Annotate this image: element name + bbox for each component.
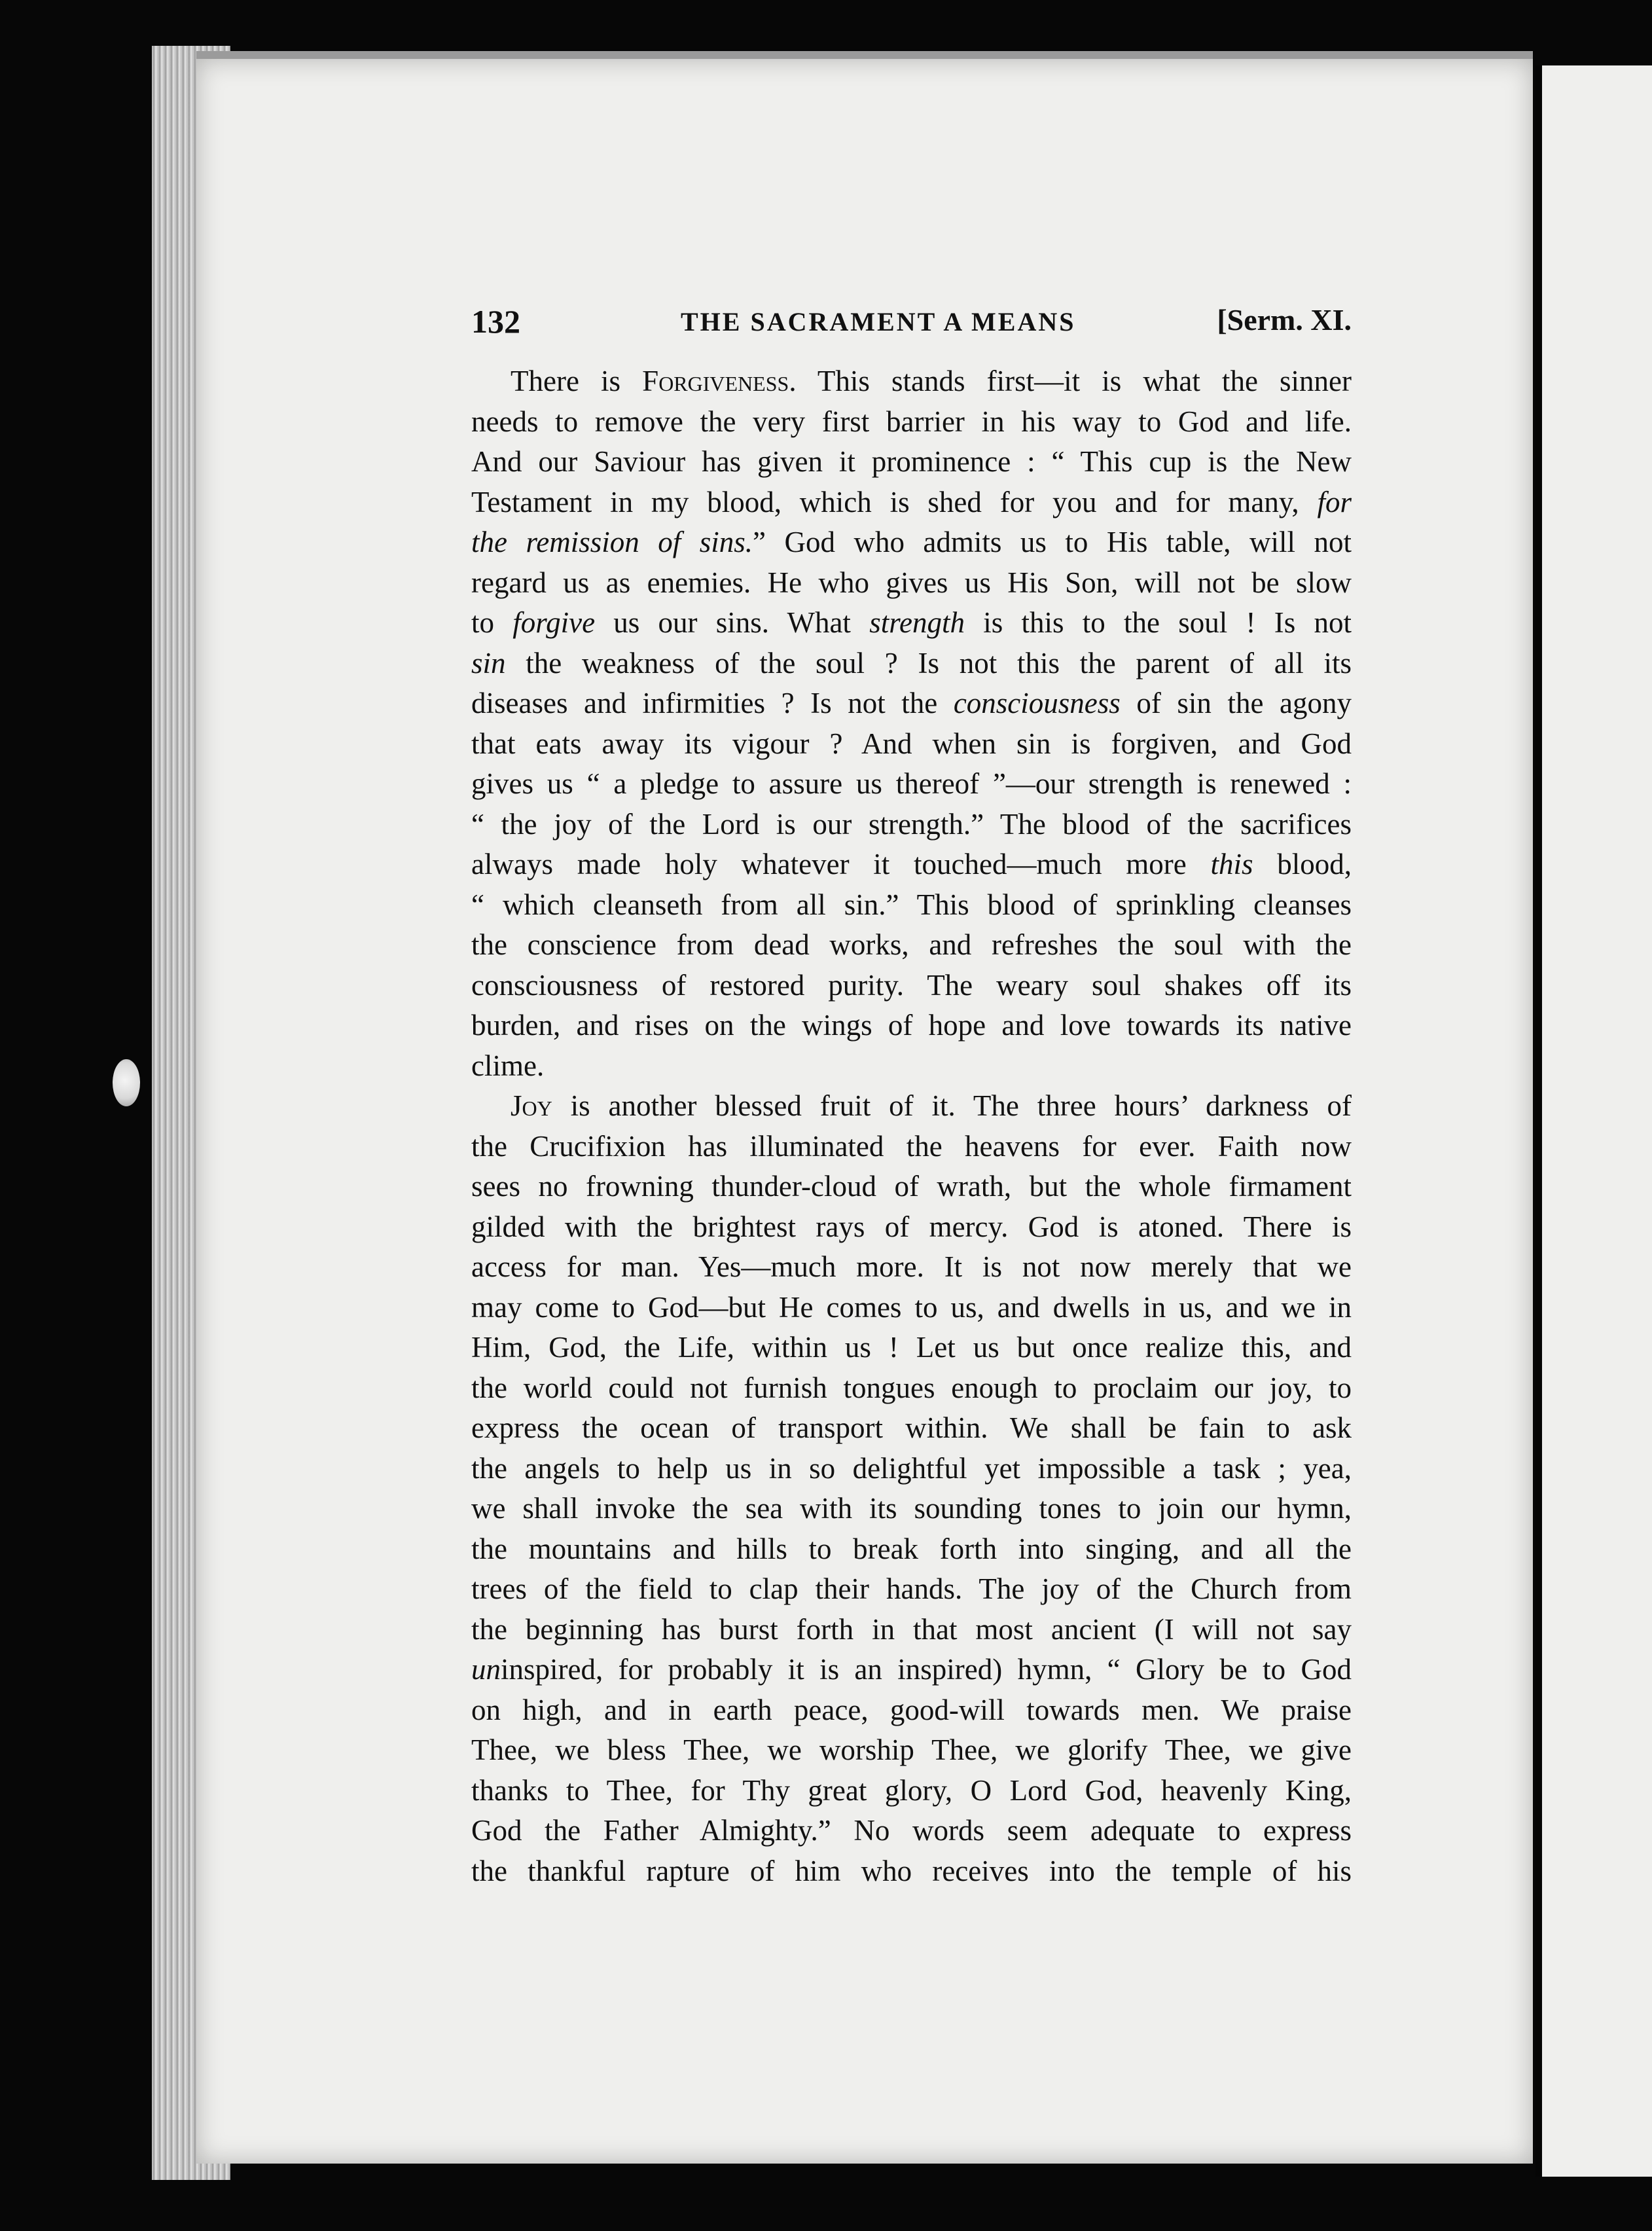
text-line: “ the joy of the Lord is our strength.” The blood of the sacrifices <box>471 807 1352 841</box>
text-line: God the Father Almighty.” No words seem adequate to express <box>471 1814 1352 1847</box>
text-line: There is Forgiveness. This stands first—it is what the sinner <box>511 365 1352 397</box>
text-line: regard us as enemies. He who gives us His Son, will not be slow <box>471 566 1352 599</box>
text-line: And our Saviour has given it prominence : “ This cup is the New <box>471 445 1352 478</box>
text-line: clime. <box>471 1049 545 1082</box>
text-line: thanks to Thee, for Thy great glory, O Lord God, heavenly King, <box>471 1773 1352 1807</box>
italic-text: the remission of sins. <box>471 526 753 558</box>
text-line: may come to God—but He comes to us, and dwells in us, and we in <box>471 1290 1352 1324</box>
small-caps-term: Forgiveness <box>642 365 789 397</box>
running-title: THE SACRAMENT A MEANS <box>681 307 1076 336</box>
text-line: Thee, we bless Thee, we worship Thee, we glorify Thee, we give <box>471 1733 1352 1766</box>
text-line: the mountains and hills to break forth into singing, and all the <box>471 1532 1352 1565</box>
text-line: we shall invoke the sea with its sounding tones to join our hymn, <box>471 1492 1352 1525</box>
page-number: 132 <box>471 303 520 340</box>
text-line: the remission of sins.” God who admits us to His table, will not <box>471 526 1352 558</box>
page-header <box>471 302 1352 348</box>
text-line: the Crucifixion has illuminated the heavens for ever. Faith now <box>471 1129 1352 1163</box>
text-line: express the ocean of transport within. We shall be fain to ask <box>471 1411 1352 1444</box>
italic-text: for <box>1317 485 1352 518</box>
text-line: gilded with the brightest rays of mercy. God is atoned. There is <box>471 1210 1352 1243</box>
text-line: to forgive us our sins. What strength is this to the soul ! Is not <box>471 606 1352 639</box>
text-line: Testament in my blood, which is shed for you and for many, for <box>471 485 1352 518</box>
italic-text: strength <box>869 606 965 639</box>
italic-text: forgive <box>512 606 596 639</box>
italic-text: sin <box>471 646 506 680</box>
text-line: sin the weakness of the soul ? Is not this the parent of all its <box>471 646 1352 680</box>
text-line: Him, God, the Life, within us ! Let us but once realize this, and <box>471 1331 1352 1364</box>
text-line: “ which cleanseth from all sin.” This blood of sprinkling cleanses <box>471 888 1352 921</box>
text-line: the thankful rapture of him who receives into the temple of his <box>471 1854 1352 1887</box>
text-line: Joy is another blessed fruit of it. The three hours’ darkness of <box>511 1089 1352 1122</box>
text-line: needs to remove the very first barrier in his way to God and life. <box>471 405 1352 438</box>
section-label: [Serm. XI. <box>1217 303 1352 336</box>
italic-text: un <box>471 1653 501 1686</box>
italic-text: consciousness <box>953 687 1121 719</box>
text-line: access for man. Yes—much more. It is not now merely that we <box>471 1250 1352 1283</box>
paper-blemish <box>113 1059 140 1106</box>
text-line: the world could not furnish tongues enough to proclaim our joy, to <box>471 1371 1352 1404</box>
text-line: the angels to help us in so delightful yet impossible a task ; yea, <box>471 1451 1352 1485</box>
text-line: burden, and rises on the wings of hope and love towards its native <box>471 1009 1352 1042</box>
text-line: gives us “ a pledge to assure us thereof ”—our strength is renewed : <box>471 767 1352 800</box>
small-caps-term: Joy <box>511 1089 552 1122</box>
text-line: the conscience from dead works, and refreshes the soul with the <box>471 928 1352 961</box>
text-line: diseases and infirmities ? Is not the consciousness of sin the agony <box>471 687 1352 719</box>
text-line: that eats away its vigour ? And when sin is forgiven, and God <box>471 727 1352 760</box>
text-line: sees no frowning thunder-cloud of wrath, but the whole firmament <box>471 1170 1352 1203</box>
italic-text: this <box>1210 848 1253 880</box>
text-line: trees of the field to clap their hands. The joy of the Church from <box>471 1572 1352 1605</box>
text-line: uninspired, for probably it is an inspired) hymn, “ Glory be to God <box>471 1653 1352 1686</box>
facing-page-edge <box>1535 65 1652 2177</box>
text-line: always made holy whatever it touched—much more this blood, <box>471 848 1352 880</box>
text-line: consciousness of restored purity. The weary soul shakes off its <box>471 968 1352 1002</box>
text-line: the beginning has burst forth in that most ancient (I will not say <box>471 1612 1352 1646</box>
text-line: on high, and in earth peace, good-will towards men. We praise <box>471 1693 1352 1726</box>
page-body <box>471 361 1352 1891</box>
